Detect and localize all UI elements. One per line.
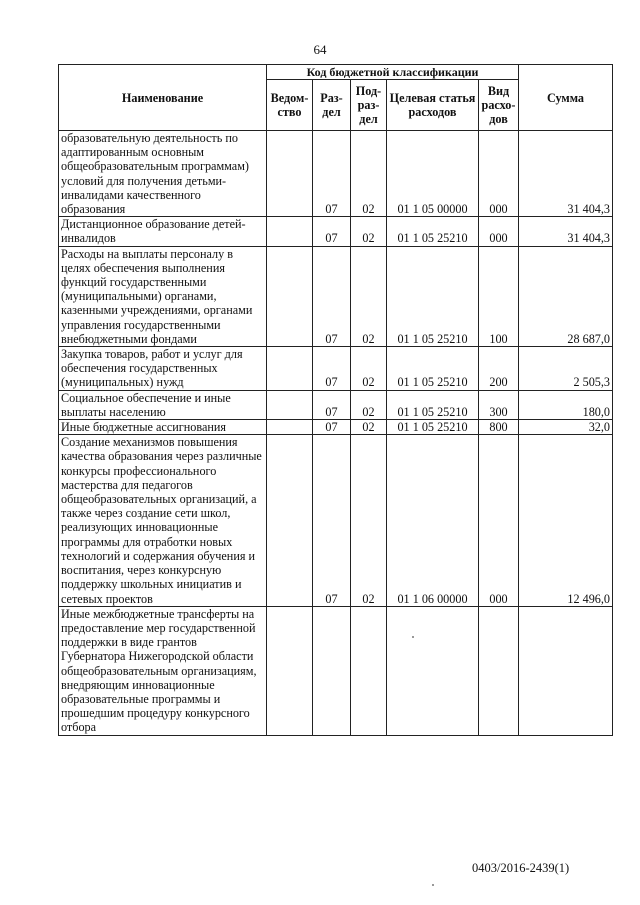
table-row (59, 606, 613, 735)
row-expense-type: 100 (479, 246, 519, 346)
row-podrazdel: 02 (351, 131, 387, 217)
table-row (59, 347, 613, 391)
table-row (59, 131, 613, 217)
header-name: Наименование (59, 65, 267, 131)
row-vedomstvo (267, 420, 313, 435)
header-expense-type: Вид расхо-дов (479, 80, 519, 131)
row-name: Иные бюджетные ассигнования (59, 420, 267, 435)
row-name: Создание механизмов повышения качества образования через различные конкурсы профессионального мастерства для педагогов общеобразовательных организаций, а также через создание сети школ, реализующих инновационные программы для отработки новых технологий и содержания обучения и воспитания, через конкурсную поддержку школьных инициатив и сетевых проектов (59, 435, 267, 606)
row-podrazdel (351, 606, 387, 735)
row-name: Иные межбюджетные трансферты на предоставление мер государственной поддержки в виде грантов Губернатора Нижегородской области общеобразовательным организациям, внедряющим инновационные образовательные программы и прошедшим процедуру конкурсного отбора (59, 606, 267, 735)
row-target-article: 01 1 05 25210 (387, 246, 479, 346)
row-target-article: 01 1 05 25210 (387, 347, 479, 391)
row-podrazdel: 02 (351, 390, 387, 419)
header-vedomstvo: Ведом-ство (267, 80, 313, 131)
row-target-article: 01 1 05 00000 (387, 131, 479, 217)
row-expense-type: 000 (479, 217, 519, 246)
scan-speck (412, 636, 414, 638)
row-vedomstvo (267, 131, 313, 217)
row-sum: 180,0 (519, 390, 613, 419)
scan-speck (432, 884, 434, 886)
row-podrazdel: 02 (351, 420, 387, 435)
row-target-article: 01 1 06 00000 (387, 435, 479, 606)
row-razdel: 07 (313, 420, 351, 435)
row-name: образовательную деятельность по адаптированным основным общеобразовательным программам) условий для получения детьми-инвалидами качественного образования (59, 131, 267, 217)
row-sum: 31 404,3 (519, 131, 613, 217)
row-vedomstvo (267, 217, 313, 246)
row-sum: 28 687,0 (519, 246, 613, 346)
row-vedomstvo (267, 390, 313, 419)
header-sum: Сумма (519, 65, 613, 131)
row-expense-type: 200 (479, 347, 519, 391)
row-expense-type: 000 (479, 131, 519, 217)
header-podrazdel: Под-раз-дел (351, 80, 387, 131)
row-sum: 32,0 (519, 420, 613, 435)
row-razdel: 07 (313, 217, 351, 246)
table-row (59, 217, 613, 246)
row-podrazdel: 02 (351, 217, 387, 246)
row-sum: 2 505,3 (519, 347, 613, 391)
row-vedomstvo (267, 435, 313, 606)
row-vedomstvo (267, 246, 313, 346)
row-razdel: 07 (313, 435, 351, 606)
row-razdel: 07 (313, 390, 351, 419)
table-row (59, 435, 613, 606)
table-row (59, 246, 613, 346)
row-razdel: 07 (313, 246, 351, 346)
row-name: Закупка товаров, работ и услуг для обеспечения государственных (муниципальных) нужд (59, 347, 267, 391)
row-sum: 12 496,0 (519, 435, 613, 606)
row-expense-type: 300 (479, 390, 519, 419)
budget-table (58, 64, 613, 736)
row-name: Социальное обеспечение и иные выплаты населению (59, 390, 267, 419)
header-target-article: Целевая статья расходов (387, 80, 479, 131)
row-name: Дистанционное образование детей-инвалидов (59, 217, 267, 246)
page-number: 64 (313, 42, 327, 57)
row-expense-type (479, 606, 519, 735)
row-target-article: 01 1 05 25210 (387, 390, 479, 419)
row-target-article (387, 606, 479, 735)
row-podrazdel: 02 (351, 246, 387, 346)
row-razdel (313, 606, 351, 735)
row-podrazdel: 02 (351, 435, 387, 606)
row-expense-type: 800 (479, 420, 519, 435)
header-razdel: Раз-дел (313, 80, 351, 131)
document-code: 0403/2016-2439(1) (472, 861, 570, 875)
row-name: Расходы на выплаты персоналу в целях обеспечения выполнения функций государственными (муниципальными) органами, казенными учреждениями, органами управления государственными внебюджетными фондами (59, 246, 267, 346)
row-sum: 31 404,3 (519, 217, 613, 246)
table-row (59, 420, 613, 435)
row-vedomstvo (267, 606, 313, 735)
table-row (59, 390, 613, 419)
header-classification-group: Код бюджетной классификации (267, 65, 519, 80)
row-expense-type: 000 (479, 435, 519, 606)
row-razdel: 07 (313, 347, 351, 391)
row-sum (519, 606, 613, 735)
row-razdel: 07 (313, 131, 351, 217)
row-target-article: 01 1 05 25210 (387, 420, 479, 435)
row-target-article: 01 1 05 25210 (387, 217, 479, 246)
row-podrazdel: 02 (351, 347, 387, 391)
row-vedomstvo (267, 347, 313, 391)
